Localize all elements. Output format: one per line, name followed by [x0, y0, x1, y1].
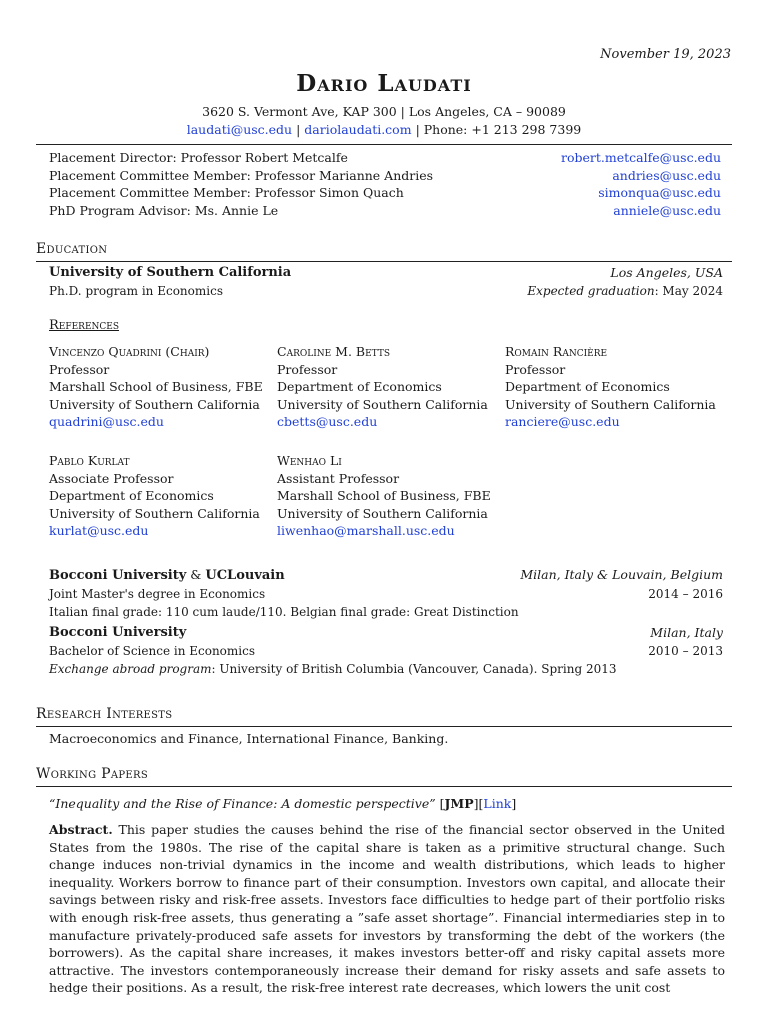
- section-rule: [36, 786, 732, 787]
- placement-label: Placement Committee Member: Professor Simon Quach: [49, 185, 404, 200]
- placement-label: Placement Director: Professor Robert Metcalfe: [49, 150, 348, 165]
- placement-row: [49, 184, 721, 202]
- candidate-name: Dario Laudati: [296, 70, 472, 97]
- reference-card: [49, 452, 279, 540]
- reference-dept: Department of Economics: [277, 379, 442, 394]
- institution-name: University of Southern California: [49, 265, 292, 280]
- reference-email[interactable]: quadrini@usc.edu: [49, 414, 164, 429]
- abstract-text: This paper studies the causes behind the rise of the financial sector observed in the United States from the 1980s. The rise of the capital share is taken as a primitive structural change. Such change induces non-trivial dynamics in the income and wealth distributions, which leads to higher inequality. Workers borrow to finance part of their consumption. Investors own capital, and allocate their savings between risky and risk-free assets. Investors face difficulties to hedge part of their portfolio risks with enough risk-free assets, thus generating a ”safe asset shortage”. Financial intermediaries step in to manufacture privately-produced safe assets for investors by transforming the debt of the workers (the borrowers). As the capital share increases, it makes investors better-off and risky capital assets more attractive. The investors contemporaneously increase their demand for risky assets and safe assets to hedge their positions. As a result, the risk-free interest rate decreases, which lowers the unit cost: [49, 822, 725, 996]
- institution-name: Bocconi University: [49, 625, 187, 640]
- degree-program: Joint Master's degree in Economics: [49, 587, 266, 601]
- placement-email[interactable]: robert.metcalfe@usc.edu: [560, 150, 721, 165]
- exchange-text: : University of British Columbia (Vancouver, Canada). Spring 2013: [211, 662, 617, 676]
- research-interests-text: Macroeconomics and Finance, International Finance, Banking.: [49, 731, 449, 746]
- reference-university: University of Southern California: [277, 505, 488, 521]
- reference-title: Professor: [277, 361, 338, 377]
- contact-line: [0, 122, 768, 137]
- reference-card: [277, 343, 507, 431]
- reference-name: Romain Rancière: [505, 344, 608, 359]
- institution-location: Los Angeles, USA: [610, 265, 723, 280]
- reference-university: University of Southern California: [505, 396, 716, 412]
- placement-label: Placement Committee Member: Professor Marianne Andries: [49, 167, 434, 183]
- paper-link[interactable]: Link: [483, 796, 512, 811]
- reference-card: [505, 343, 735, 431]
- section-rule: [36, 261, 732, 262]
- section-rule: [36, 726, 732, 727]
- section-heading-research: Research Interests: [36, 706, 173, 722]
- grad-label: Expected graduation: [527, 284, 655, 298]
- degree-years: 2014 – 2016: [648, 587, 723, 601]
- reference-name: Wenhao Li: [277, 453, 342, 468]
- degree-program: Ph.D. program in Economics: [49, 284, 223, 298]
- reference-university: University of Southern California: [277, 396, 488, 412]
- placement-row: [49, 202, 721, 220]
- placement-email[interactable]: anniele@usc.edu: [613, 202, 721, 218]
- paper-abstract: [49, 821, 725, 997]
- abstract-label: Abstract.: [49, 822, 113, 837]
- reference-university: University of Southern California: [49, 396, 260, 412]
- reference-card: [277, 452, 507, 540]
- header-divider: [36, 144, 732, 145]
- paper-title: “Inequality and the Rise of Finance: A domestic perspective”: [49, 796, 436, 811]
- section-heading-working-papers: Working Papers: [36, 766, 148, 782]
- address: 3620 S. Vermont Ave, KAP 300 | Los Angeles, CA – 90089: [202, 104, 566, 119]
- placement-email[interactable]: simonqua@usc.edu: [598, 185, 721, 200]
- education-bocconi: [49, 624, 723, 678]
- reference-email[interactable]: kurlat@usc.edu: [49, 523, 149, 538]
- jmp-tag: JMP: [444, 796, 474, 811]
- reference-email[interactable]: liwenhao@marshall.usc.edu: [277, 523, 455, 538]
- reference-title: Professor: [49, 361, 110, 377]
- grad-value: : May 2024: [654, 284, 723, 298]
- reference-name: Caroline M. Betts: [277, 344, 391, 359]
- reference-email[interactable]: cbetts@usc.edu: [277, 414, 378, 429]
- section-heading-education: Education: [36, 241, 108, 257]
- separator: |: [292, 122, 305, 137]
- exchange-label: Exchange abroad program: [49, 662, 212, 676]
- education-bocconi-ucl: [49, 566, 723, 621]
- reference-university: University of Southern California: [49, 505, 260, 521]
- placement-row: [49, 167, 721, 185]
- education-usc: [49, 264, 723, 300]
- document-date: November 19, 2023: [600, 47, 731, 62]
- reference-dept: Department of Economics: [505, 379, 670, 394]
- paper-title-line: “Inequality and the Rise of Finance: A domestic perspective” [JMP][Link]: [49, 796, 517, 811]
- reference-card: [49, 343, 279, 431]
- degree-grades: Italian final grade: 110 cum laude/110. Belgian final grade: Great Distinction: [49, 605, 519, 619]
- placement-label: PhD Program Advisor: Ms. Annie Le: [49, 202, 279, 218]
- institution-location: Milan, Italy & Louvain, Belgium: [520, 567, 723, 582]
- phone: | Phone: +1 213 298 7399: [415, 122, 582, 137]
- degree-years: 2010 – 2013: [648, 644, 723, 658]
- reference-name: Pablo Kurlat: [49, 453, 130, 468]
- references-heading: References: [49, 318, 120, 333]
- institution-name: UCLouvain: [205, 568, 285, 583]
- placement-row: [49, 149, 721, 167]
- reference-title: Associate Professor: [49, 470, 174, 486]
- degree-program: Bachelor of Science in Economics: [49, 644, 255, 658]
- email-link[interactable]: laudati@usc.edu: [186, 122, 293, 137]
- placement-email[interactable]: andries@usc.edu: [612, 167, 721, 183]
- reference-title: Professor: [505, 361, 566, 377]
- reference-email[interactable]: ranciere@usc.edu: [505, 414, 620, 429]
- reference-name: Vincenzo Quadrini (Chair): [49, 344, 210, 359]
- reference-title: Assistant Professor: [277, 470, 400, 486]
- reference-dept: Department of Economics: [49, 488, 214, 503]
- reference-dept: Marshall School of Business, FBE: [49, 379, 263, 394]
- reference-dept: Marshall School of Business, FBE: [277, 488, 491, 503]
- website-link[interactable]: dariolaudati.com: [304, 122, 412, 137]
- ampersand: &: [186, 567, 206, 582]
- institution-location: Milan, Italy: [650, 625, 723, 640]
- institution-name: Bocconi University: [49, 568, 187, 583]
- placement-contacts: [49, 149, 721, 219]
